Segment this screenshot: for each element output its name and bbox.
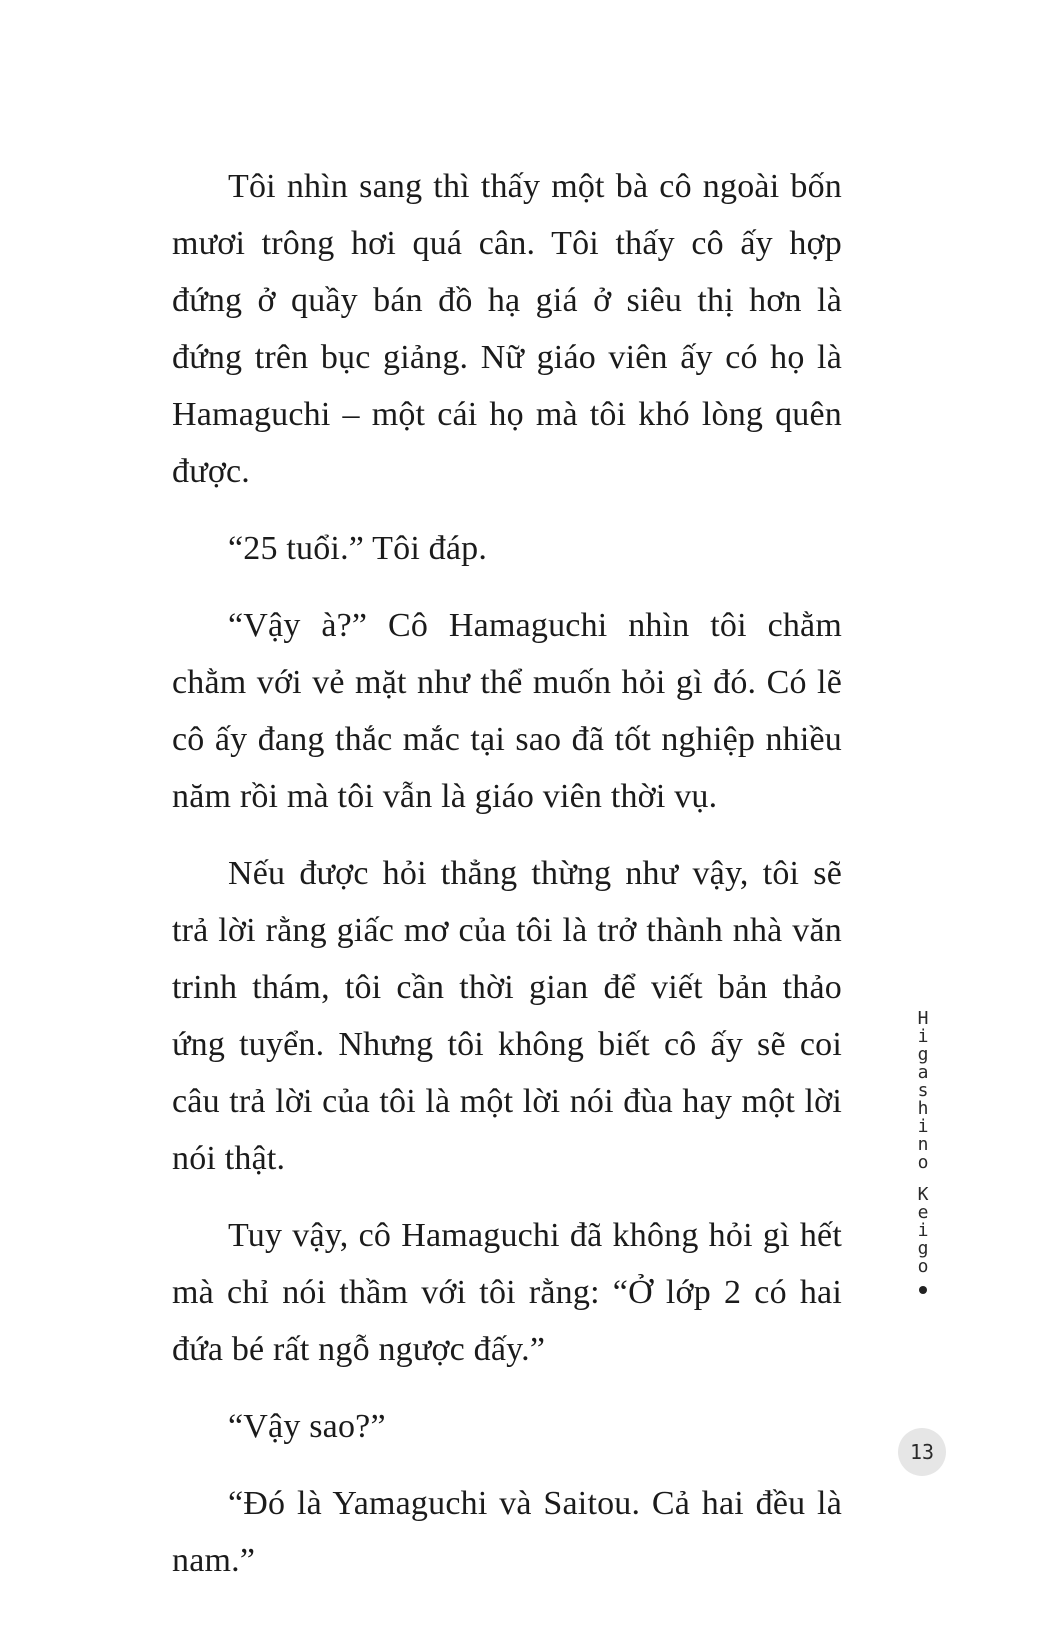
author-letter: g: [917, 1238, 929, 1259]
paragraph-5: Tuy vậy, cô Hamaguchi đã không hỏi gì hết mà chỉ nói thầm với tôi rằng: “Ở lớp 2 có hai đứa bé rất ngỗ ngược đấy.”: [172, 1217, 842, 1368]
paragraph-4: Nếu được hỏi thẳng thừng như vậy, tôi sẽ trả lời rằng giấc mơ của tôi là trở thành nhà văn trinh thám, tôi cần thời gian để viết bản thảo ứng tuyển. Nhưng tôi không biết cô ấy sẽ coi câu trả lời của tôi là một lời nói đùa hay một lời nói thật.: [172, 855, 842, 1177]
author-letter: o: [917, 1256, 929, 1277]
page-number-badge: 13: [898, 1428, 946, 1476]
author-letter: o: [917, 1152, 929, 1173]
author-letter: K: [917, 1184, 929, 1205]
author-letter: a: [917, 1062, 929, 1083]
author-letter: e: [917, 1202, 929, 1223]
author-letter: i: [917, 1220, 929, 1241]
author-letter: i: [917, 1116, 929, 1137]
author-letter: h: [917, 1098, 929, 1119]
author-letter: s: [917, 1080, 929, 1101]
paragraph-3: “Vậy à?” Cô Hamaguchi nhìn tôi chằm chằm với vẻ mặt như thể muốn hỏi gì đó. Có lẽ cô ấy đang thắc mắc tại sao đã tốt nghiệp nhiều năm rồi mà tôi vẫn là giáo viên thời vụ.: [172, 607, 842, 815]
author-letter: H: [917, 1008, 929, 1029]
body-text: [172, 158, 842, 1609]
author-letter: i: [917, 1026, 929, 1047]
paragraph-7: “Đó là Yamaguchi và Saitou. Cả hai đều là nam.”: [172, 1485, 842, 1579]
author-letter: g: [917, 1044, 929, 1065]
paragraph-2: “25 tuổi.” Tôi đáp.: [228, 530, 488, 567]
author-name-vertical: [908, 1010, 938, 1294]
paragraph-1: Tôi nhìn sang thì thấy một bà cô ngoài bốn mươi trông hơi quá cân. Tôi thấy cô ấy hợp đứng ở quầy bán đồ hạ giá ở siêu thị hơn là đứng trên bục giảng. Nữ giáo viên ấy có họ là Hamaguchi – một cái họ mà tôi khó lòng quên được.: [172, 168, 842, 490]
paragraph-6: “Vậy sao?”: [228, 1408, 386, 1445]
bullet-dot-icon: [919, 1286, 927, 1294]
author-letter: n: [917, 1134, 929, 1155]
